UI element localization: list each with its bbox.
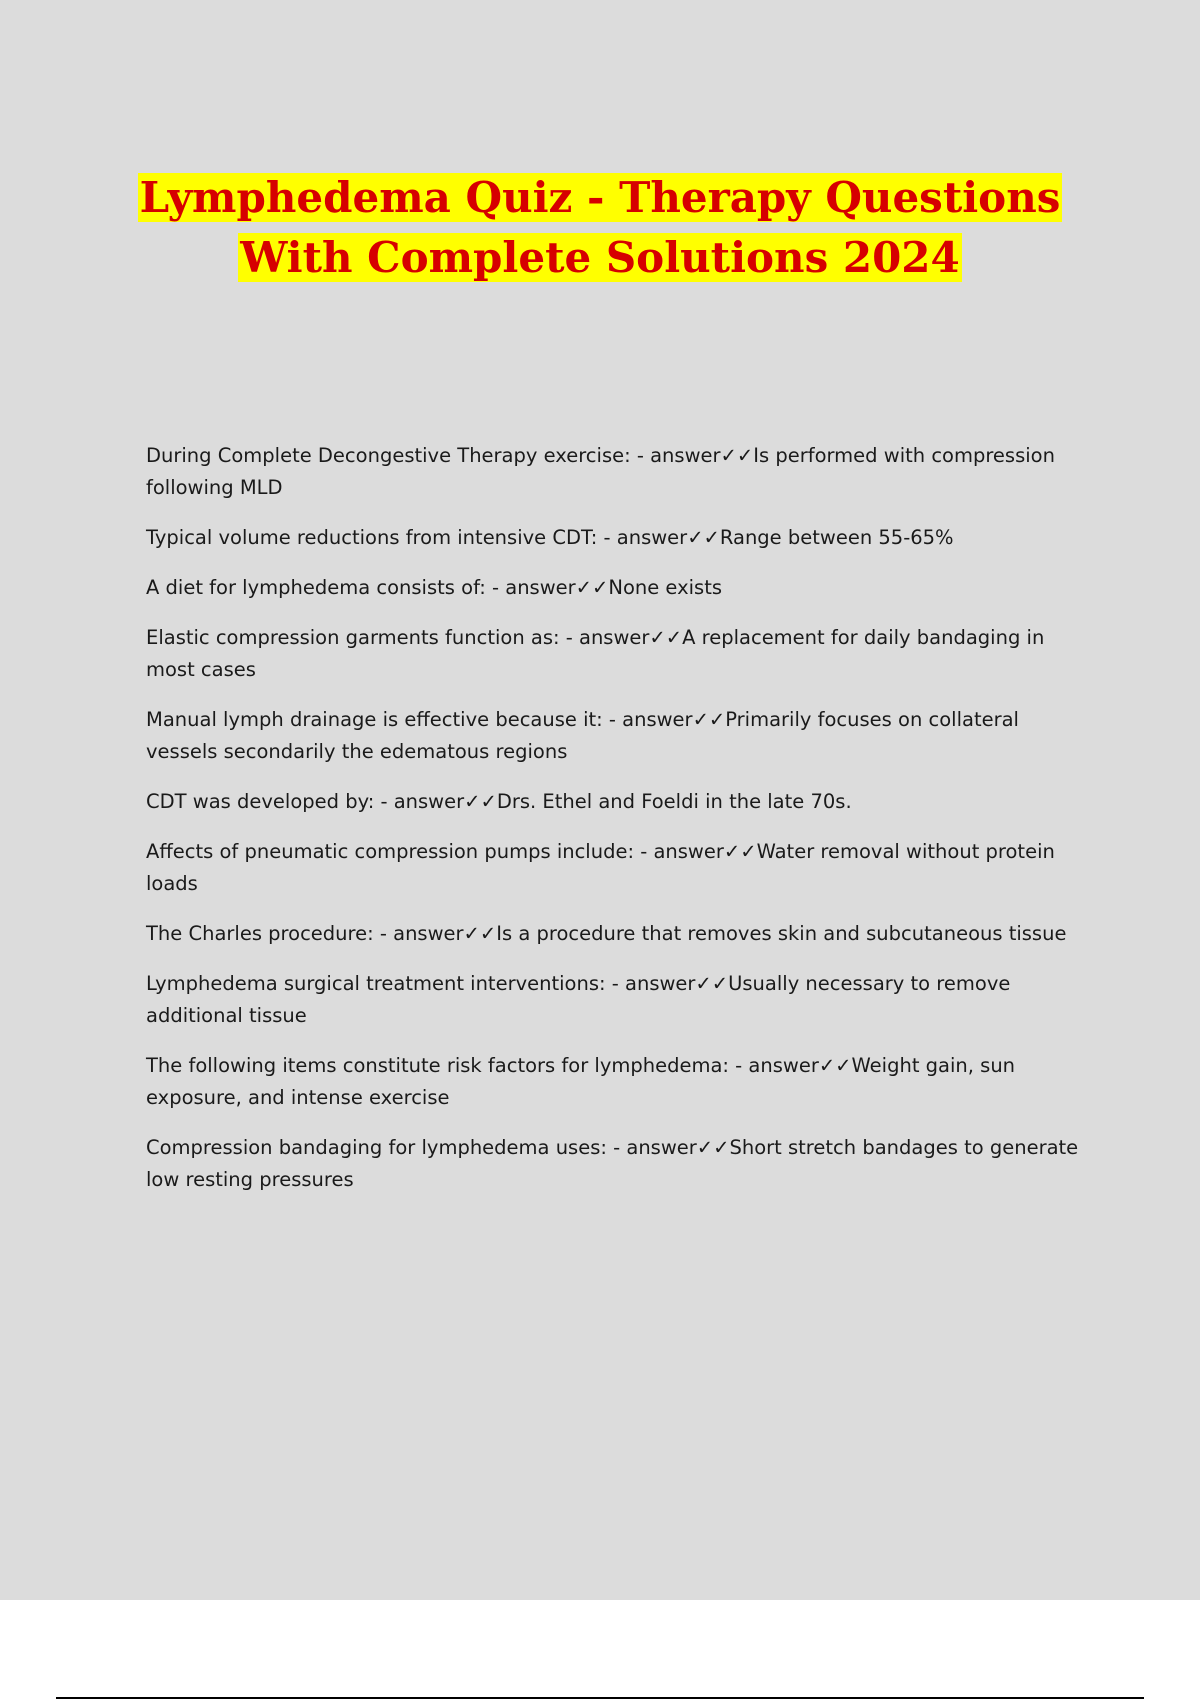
qa-item: Elastic compression garments function as: - answer✓✓A replacement for daily bandaging in most cases bbox=[146, 626, 1045, 681]
footer-divider bbox=[56, 1697, 1144, 1699]
qa-item: Typical volume reductions from intensive CDT: - answer✓✓Range between 55-65% bbox=[146, 526, 954, 549]
qa-item: Lymphedema surgical treatment interventions: - answer✓✓Usually necessary to remove additional tissue bbox=[146, 972, 1011, 1027]
qa-list bbox=[146, 440, 1086, 1214]
title-line-1: Lymphedema Quiz - Therapy Questions bbox=[139, 173, 1061, 222]
qa-item: Manual lymph drainage is effective because it: - answer✓✓Primarily focuses on collateral vessels secondarily the edematous regions bbox=[146, 708, 1019, 763]
qa-item: Compression bandaging for lymphedema uses: - answer✓✓Short stretch bandages to generate low resting pressures bbox=[146, 1136, 1079, 1191]
qa-item: During Complete Decongestive Therapy exercise: - answer✓✓Is performed with compression following MLD bbox=[146, 444, 1055, 499]
qa-item: Affects of pneumatic compression pumps include: - answer✓✓Water removal without protein loads bbox=[146, 840, 1055, 895]
document-title bbox=[0, 168, 1200, 288]
title-line-2: With Complete Solutions 2024 bbox=[240, 233, 960, 282]
qa-item: The Charles procedure: - answer✓✓Is a procedure that removes skin and subcutaneous tissue bbox=[146, 922, 1067, 945]
qa-item: CDT was developed by: - answer✓✓Drs. Ethel and Foeldi in the late 70s. bbox=[146, 790, 852, 813]
qa-item: A diet for lymphedema consists of: - answer✓✓None exists bbox=[146, 576, 723, 599]
qa-item: The following items constitute risk factors for lymphedema: - answer✓✓Weight gain, sun exposure, and intense exercise bbox=[146, 1054, 1016, 1109]
